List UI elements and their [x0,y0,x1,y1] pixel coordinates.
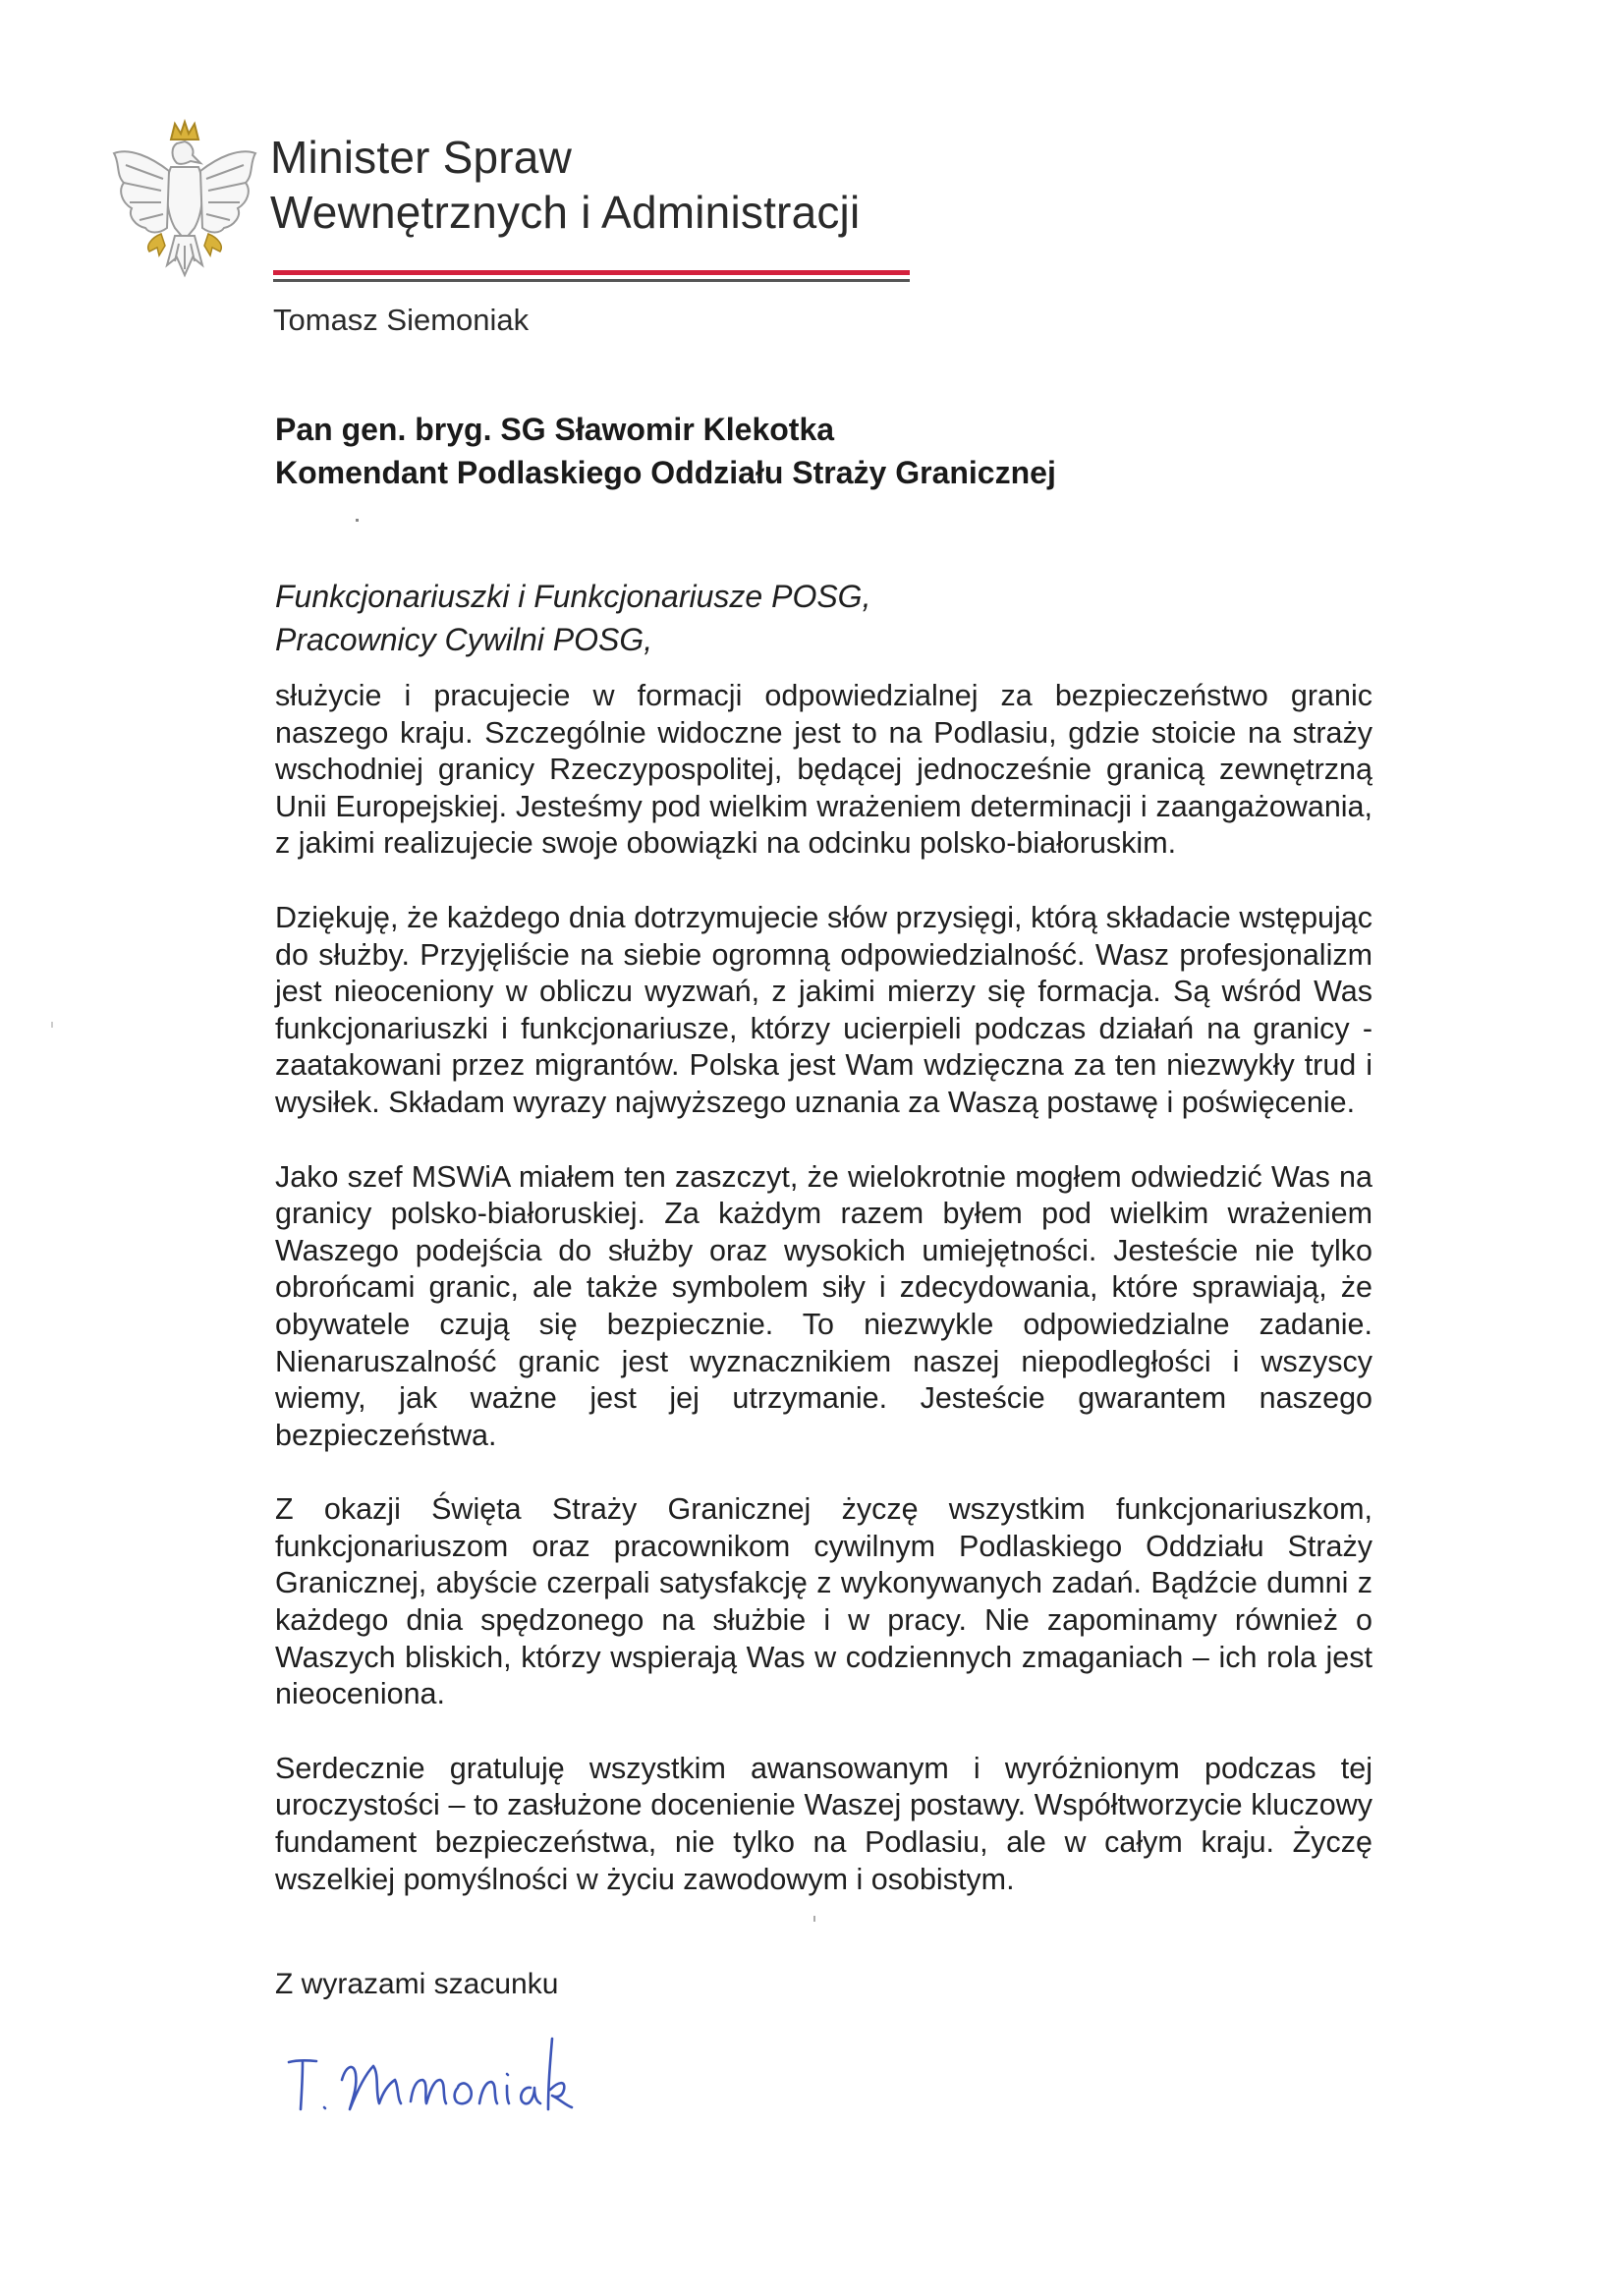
salutation [275,575,870,661]
closing-phrase: Z wyrazami szacunku [275,1968,559,2000]
scan-speck [51,1022,53,1028]
ministry-title [270,130,860,240]
letter-body [275,678,1372,1935]
paragraph-1: służycie i pracujecie w formacji odpowiedzialnej za bezpieczeństwo granic naszego kraju. Szczególnie widoczne jest to na Podlasiu, gdzie stoicie na straży wschodniej granicy Rzeczypospolitej, będącej jednocześnie granicą zewnętrzną Unii Europejskiej. Jesteśmy pod wielkim wrażeniem determinacji i zaangażowania, z jakimi realizujecie swoje obowiązki na odcinku polsko-białoruskim. [275,679,1372,861]
header-rule-red [273,270,910,275]
paragraph-4: Z okazji Święta Straży Granicznej życzę wszystkim funkcjonariuszkom, funkcjonariuszom oraz pracownikom cywilnym Podlaskiego Oddziału Straży Granicznej, abyście czerpali satysfakcję z wykonywanych zadań. Bądźcie dumni z każdego dnia spędzonego na służbie i w pracy. Nie zapominamy również o Waszych bliskich, którzy wspierają Was w codziennych zmaganiach – ich rola jest nieoceniona. [275,1492,1372,1711]
polish-eagle-emblem-icon [106,118,263,287]
recipient-title: Komendant Podlaskiego Oddziału Straży Granicznej [275,455,1056,490]
ministry-title-line1: Minister Spraw [270,132,572,183]
paragraph-5: Serdecznie gratuluję wszystkim awansowanym i wyróżnionym podczas tej uroczystości – to zasłużone docenienie Waszej postawy. Współtworzycie kluczowy fundament bezpieczeństwa, nie tylko na Podlasiu, ale w całym kraju. Życzę wszelkiej pomyślności w życiu zawodowym i osobistym. [275,1751,1372,1896]
scan-speck [356,519,359,522]
recipient-name: Pan gen. bryg. SG Sławomir Klekotka [275,412,835,447]
header-rule-grey [273,279,910,282]
paragraph-3: Jako szef MSWiA miałem ten zaszczyt, że wielokrotnie mogłem odwiedzić Was na granicy polsko-białoruskiej. Za każdym razem byłem pod wielkim wrażeniem Waszego podejścia do służby oraz wysokich umiejętności. Jesteście nie tylko obrońcami granic, ale także symbolem siły i zdecydowania, które sprawiają, że obywatele czują się bezpiecznie. To niezwykle odpowiedzialne zadanie. Nienaruszalność granic jest wyznacznikiem naszej niepodległości i wszyscy wiemy, jak ważne jest jej utrzymanie. Jesteście gwarantem naszego bezpieczeństwa. [275,1159,1372,1452]
paragraph-2: Dziękuję, że każdego dnia dotrzymujecie słów przysięgi, którą składacie wstępując do służby. Przyjęliście na siebie ogromną odpowiedzialność. Wasz profesjonalizm jest nieoceniony w obliczu wyzwań, z jakimi mierzy się formacja. Są wśród Was funkcjonariuszki i funkcjonariusze, którzy ucierpieli podczas działań na granicy - zaatakowani przez migrantów. Polska jest Wam wdzięczna za ten niezwykły trud i wysiłek. Składam wyrazy najwyższego uznania za Waszą postawę i poświęcenie. [275,900,1372,1119]
recipient-block [275,408,1056,494]
salutation-line2: Pracownicy Cywilni POSG, [275,622,653,657]
salutation-line1: Funkcjonariuszki i Funkcjonariusze POSG, [275,579,871,614]
ministry-title-line2: Wewnętrznych i Administracji [270,187,861,238]
minister-name: Tomasz Siemoniak [273,303,530,337]
handwritten-signature [285,2019,678,2127]
